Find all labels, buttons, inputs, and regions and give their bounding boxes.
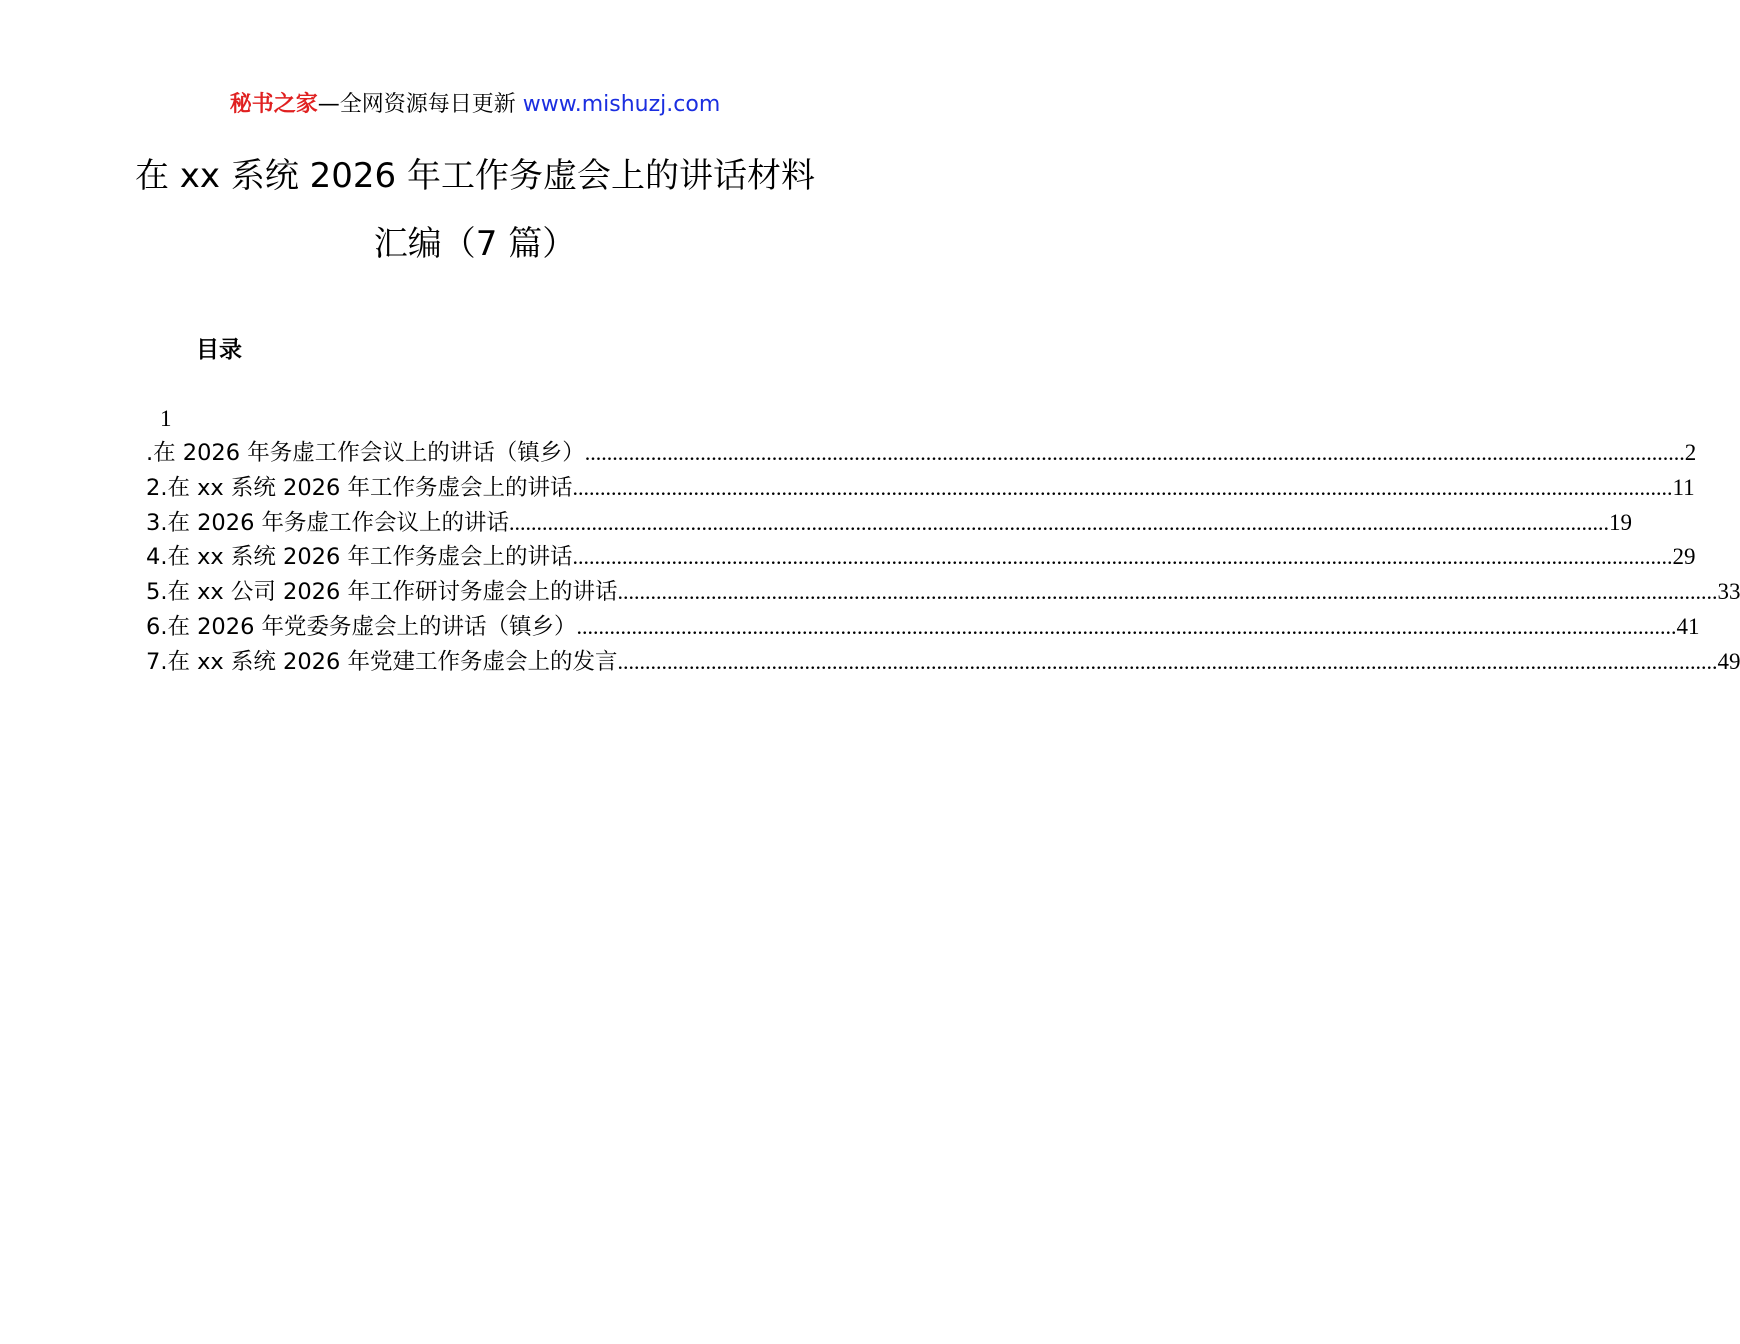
toc-entry-title: 7.在 xx 系统 2026 年党建工作务虚会上的发言 bbox=[146, 648, 618, 675]
toc-first-number: 1 bbox=[160, 406, 172, 431]
toc-leader-dots: ........................................................................................................................................................................................................ bbox=[509, 509, 1610, 535]
toc-entry[interactable] bbox=[146, 471, 1695, 506]
toc-entry-title: 2.在 xx 系统 2026 年工作务虚会上的讲话 bbox=[146, 474, 573, 501]
toc-leader-dots: ........................................................................................................................................................................................................ bbox=[572, 544, 1673, 570]
toc-leader-dots: ........................................................................................................................................................................................................ bbox=[617, 579, 1718, 605]
table-of-contents bbox=[146, 402, 1740, 680]
document-title-line-1: 在 xx 系统 2026 年工作务虚会上的讲话材料 bbox=[135, 156, 815, 196]
toc-entry[interactable] bbox=[146, 540, 1696, 575]
brand-name: 秘书之家 bbox=[229, 92, 318, 117]
toc-entry[interactable] bbox=[146, 575, 1740, 610]
toc-entry-page: 33 bbox=[1717, 579, 1740, 605]
toc-entry-title: .在 2026 年务虚工作会议上的讲话（镇乡） bbox=[146, 440, 585, 466]
toc-entry[interactable] bbox=[146, 610, 1700, 645]
site-header bbox=[0, 88, 950, 122]
document-title-line-2: 汇编（7 篇） bbox=[373, 224, 577, 264]
toc-entry-page: 19 bbox=[1609, 509, 1633, 535]
toc-entry-page: 2 bbox=[1684, 440, 1697, 465]
toc-entry[interactable] bbox=[146, 436, 1697, 471]
site-url-link[interactable]: www.mishuzj.com bbox=[522, 92, 721, 117]
toc-entry-page: 29 bbox=[1672, 544, 1696, 570]
toc-entry-page: 49 bbox=[1717, 648, 1740, 674]
toc-entry-title: 5.在 xx 公司 2026 年工作研讨务虚会上的讲话 bbox=[146, 579, 618, 606]
toc-entry-page: 11 bbox=[1672, 474, 1695, 500]
toc-entry-title: 4.在 xx 系统 2026 年工作务虚会上的讲话 bbox=[146, 544, 573, 571]
toc-heading: 目录 bbox=[196, 337, 242, 363]
toc-leader-dots: ........................................................................................................................................................................................................ bbox=[572, 474, 1673, 500]
toc-entry-title: 6.在 2026 年党委务虚会上的讲话（镇乡） bbox=[146, 613, 577, 640]
toc-leader-dots: ........................................................................................................................................................................................................ bbox=[584, 440, 1685, 465]
toc-leader-dots: ........................................................................................................................................................................................................ bbox=[617, 648, 1718, 674]
toc-entry-page: 41 bbox=[1676, 613, 1700, 639]
toc-leader-dots: ........................................................................................................................................................................................................ bbox=[576, 613, 1677, 639]
header-slogan: —全网资源每日更新 bbox=[317, 92, 523, 117]
toc-entry[interactable] bbox=[146, 645, 1740, 680]
toc-entry[interactable] bbox=[146, 506, 1633, 541]
toc-entry-title: 3.在 2026 年务虚工作会议上的讲话 bbox=[146, 509, 510, 536]
